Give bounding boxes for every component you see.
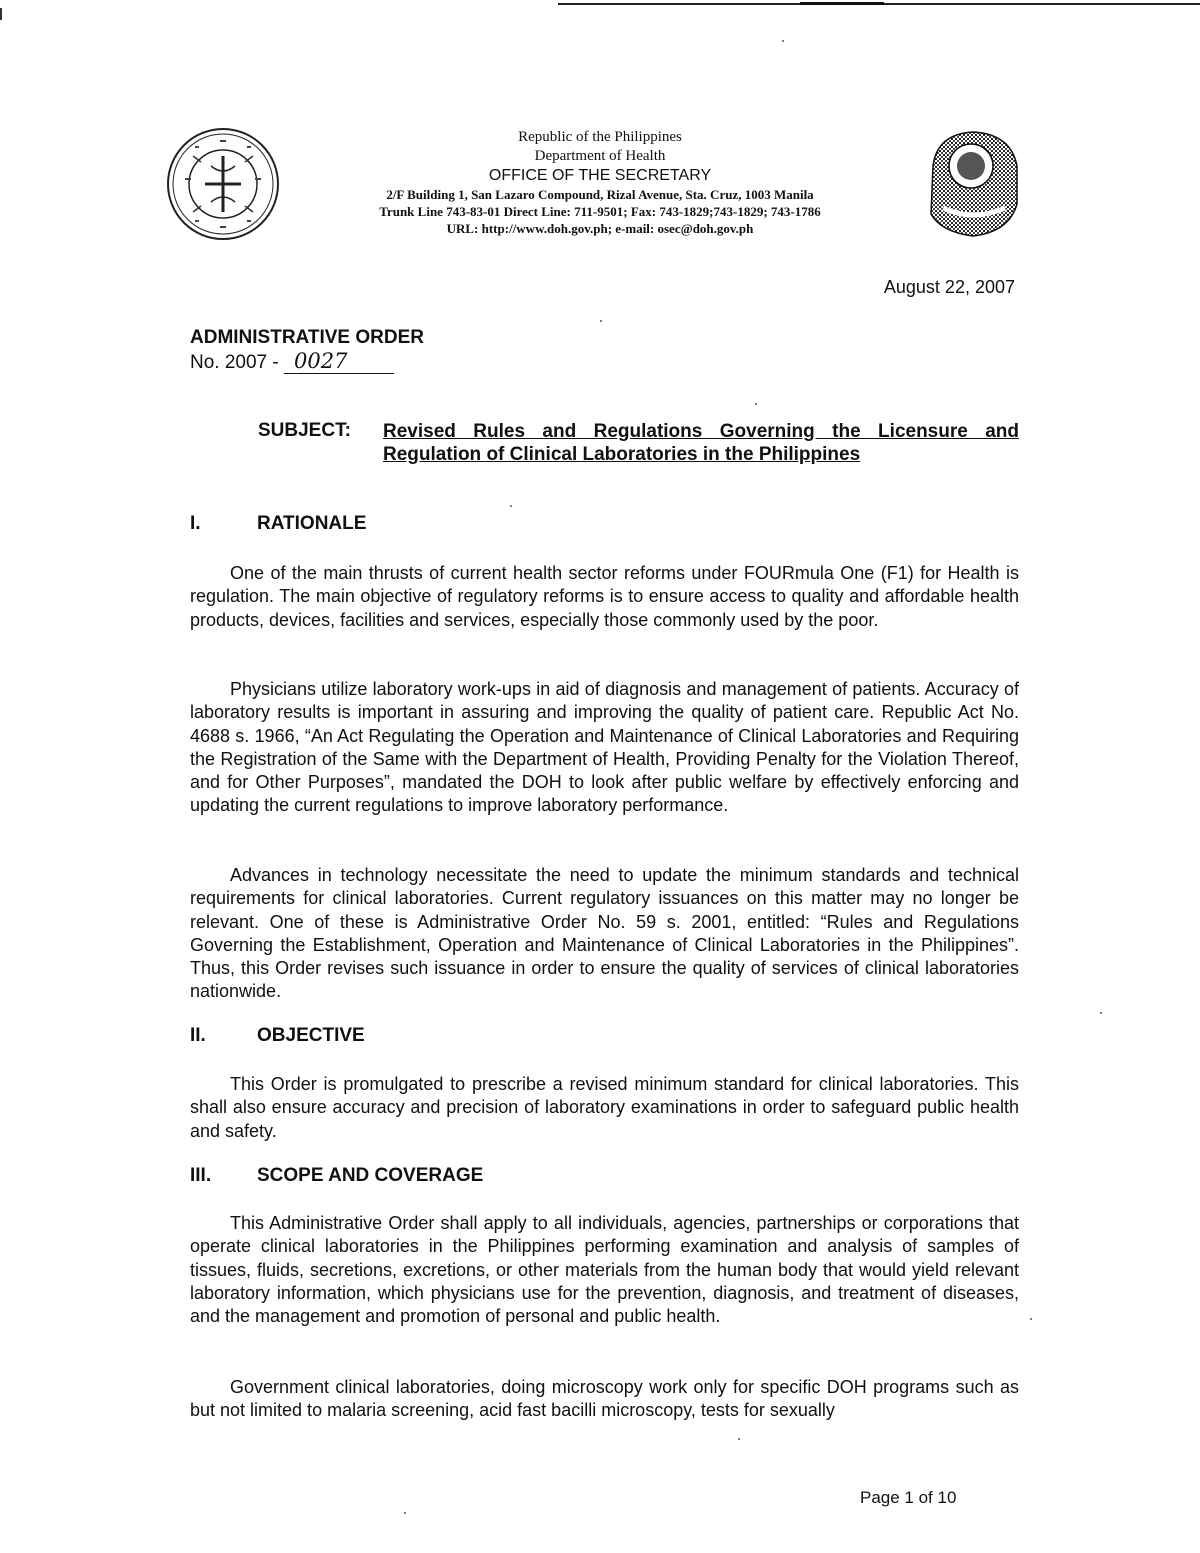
subject-text: Revised Rules and Regulations Governing the Licensure and Regulation of Clinical Laboratories in the Philippines — [383, 421, 1019, 465]
top-scan-rule-mark — [800, 2, 884, 5]
letterhead-department: Department of Health — [534, 148, 666, 164]
paragraph: This Order is promulgated to prescribe a revised minimum standard for clinical laboratories. This shall also ensure accuracy and precision of laboratory examinations in order to safeguard public health and safety. — [190, 1074, 1019, 1141]
order-number-handwritten: 0027 — [284, 350, 394, 374]
scan-speck — [600, 320, 602, 322]
letterhead-republic: Republic of the Philippines — [518, 129, 682, 145]
doh-seal-icon — [165, 126, 281, 242]
section-number: III. — [190, 1165, 212, 1186]
scan-speck — [404, 1512, 406, 1514]
scan-speck — [755, 403, 757, 405]
section-number: I. — [190, 513, 201, 534]
paragraph: One of the main thrusts of current health sector reforms under FOURmula One (F1) for Health is regulation. The main objective of regulatory reforms is to ensure access to quality and affordable health products, devices, facilities and services, especially those commonly used by the poor. — [190, 563, 1019, 630]
letterhead-url: URL: http://www.doh.gov.ph; e-mail: osec@doh.gov.ph — [446, 221, 754, 236]
scan-speck — [1030, 1318, 1032, 1320]
section-title: RATIONALE — [257, 513, 367, 534]
scan-edge-mark — [0, 8, 2, 20]
letterhead-office: OFFICE OF THE SECRETARY — [488, 167, 712, 184]
scan-speck — [738, 1438, 740, 1440]
official-stamp-icon — [923, 126, 1023, 242]
letterhead-phones: Trunk Line 743-83-01 Direct Line: 711-9501; Fax: 743-1829;743-1829; 743-1786 — [379, 204, 821, 219]
paragraph: This Administrative Order shall apply to all individuals, agencies, partnerships or corporations that operate clinical laboratories in the Philippines performing examination and analysis of samples of tissues, fluids, secretions, excretions, or other materials from the human body that would yield relevant laboratory information, which physicians use for the prevention, diagnosis, and treatment of diseases, and the management and promotion of personal and public health. — [190, 1213, 1019, 1327]
order-number-prefix: No. 2007 - — [190, 352, 279, 373]
letterhead — [300, 128, 900, 237]
order-number — [190, 350, 394, 374]
paragraph: Advances in technology necessitate the need to update the minimum standards and technical requirements for clinical laboratories. Current regulatory issuances on this matter may no longer be relevant. One of these is Administrative Order No. 59 s. 2001, entitled: “Rules and Regulations Governing the Establishment, Operation and Maintenance of Clinical Laboratories in the Philippines”. Thus, this Order revises such issuance in order to ensure the quality of services of clinical laboratories nationwide. — [190, 865, 1019, 1002]
page-number: Page 1 of 10 — [860, 1488, 957, 1507]
section-number: II. — [190, 1025, 206, 1046]
document-date: August 22, 2007 — [883, 277, 1015, 297]
letterhead-address: 2/F Building 1, San Lazaro Compound, Rizal Avenue, Sta. Cruz, 1003 Manila — [386, 187, 814, 202]
order-title: ADMINISTRATIVE ORDER — [190, 327, 424, 348]
paragraph: Government clinical laboratories, doing microscopy work only for specific DOH programs such as but not limited to malaria screening, acid fast bacilli microscopy, tests for sexually — [190, 1377, 1019, 1421]
section-title: OBJECTIVE — [257, 1025, 365, 1046]
paragraph: Physicians utilize laboratory work-ups in aid of diagnosis and management of patients. Accuracy of laboratory results is important in assuring and improving the quality of patient care. Republic Act No. 4688 s. 1966, “An Act Regulating the Operation and Maintenance of Clinical Laboratories and Requiring the Registration of the Same with the Department of Health, Providing Penalty for the Violation Thereof, and for Other Purposes”, mandated the DOH to look after public welfare by effectively enforcing and updating the current regulations to improve laboratory performance. — [190, 679, 1019, 816]
scan-speck — [1100, 1012, 1102, 1014]
scan-speck — [782, 40, 784, 42]
scan-speck — [510, 505, 512, 507]
section-title: SCOPE AND COVERAGE — [257, 1165, 484, 1186]
subject-label: SUBJECT: — [258, 420, 351, 441]
